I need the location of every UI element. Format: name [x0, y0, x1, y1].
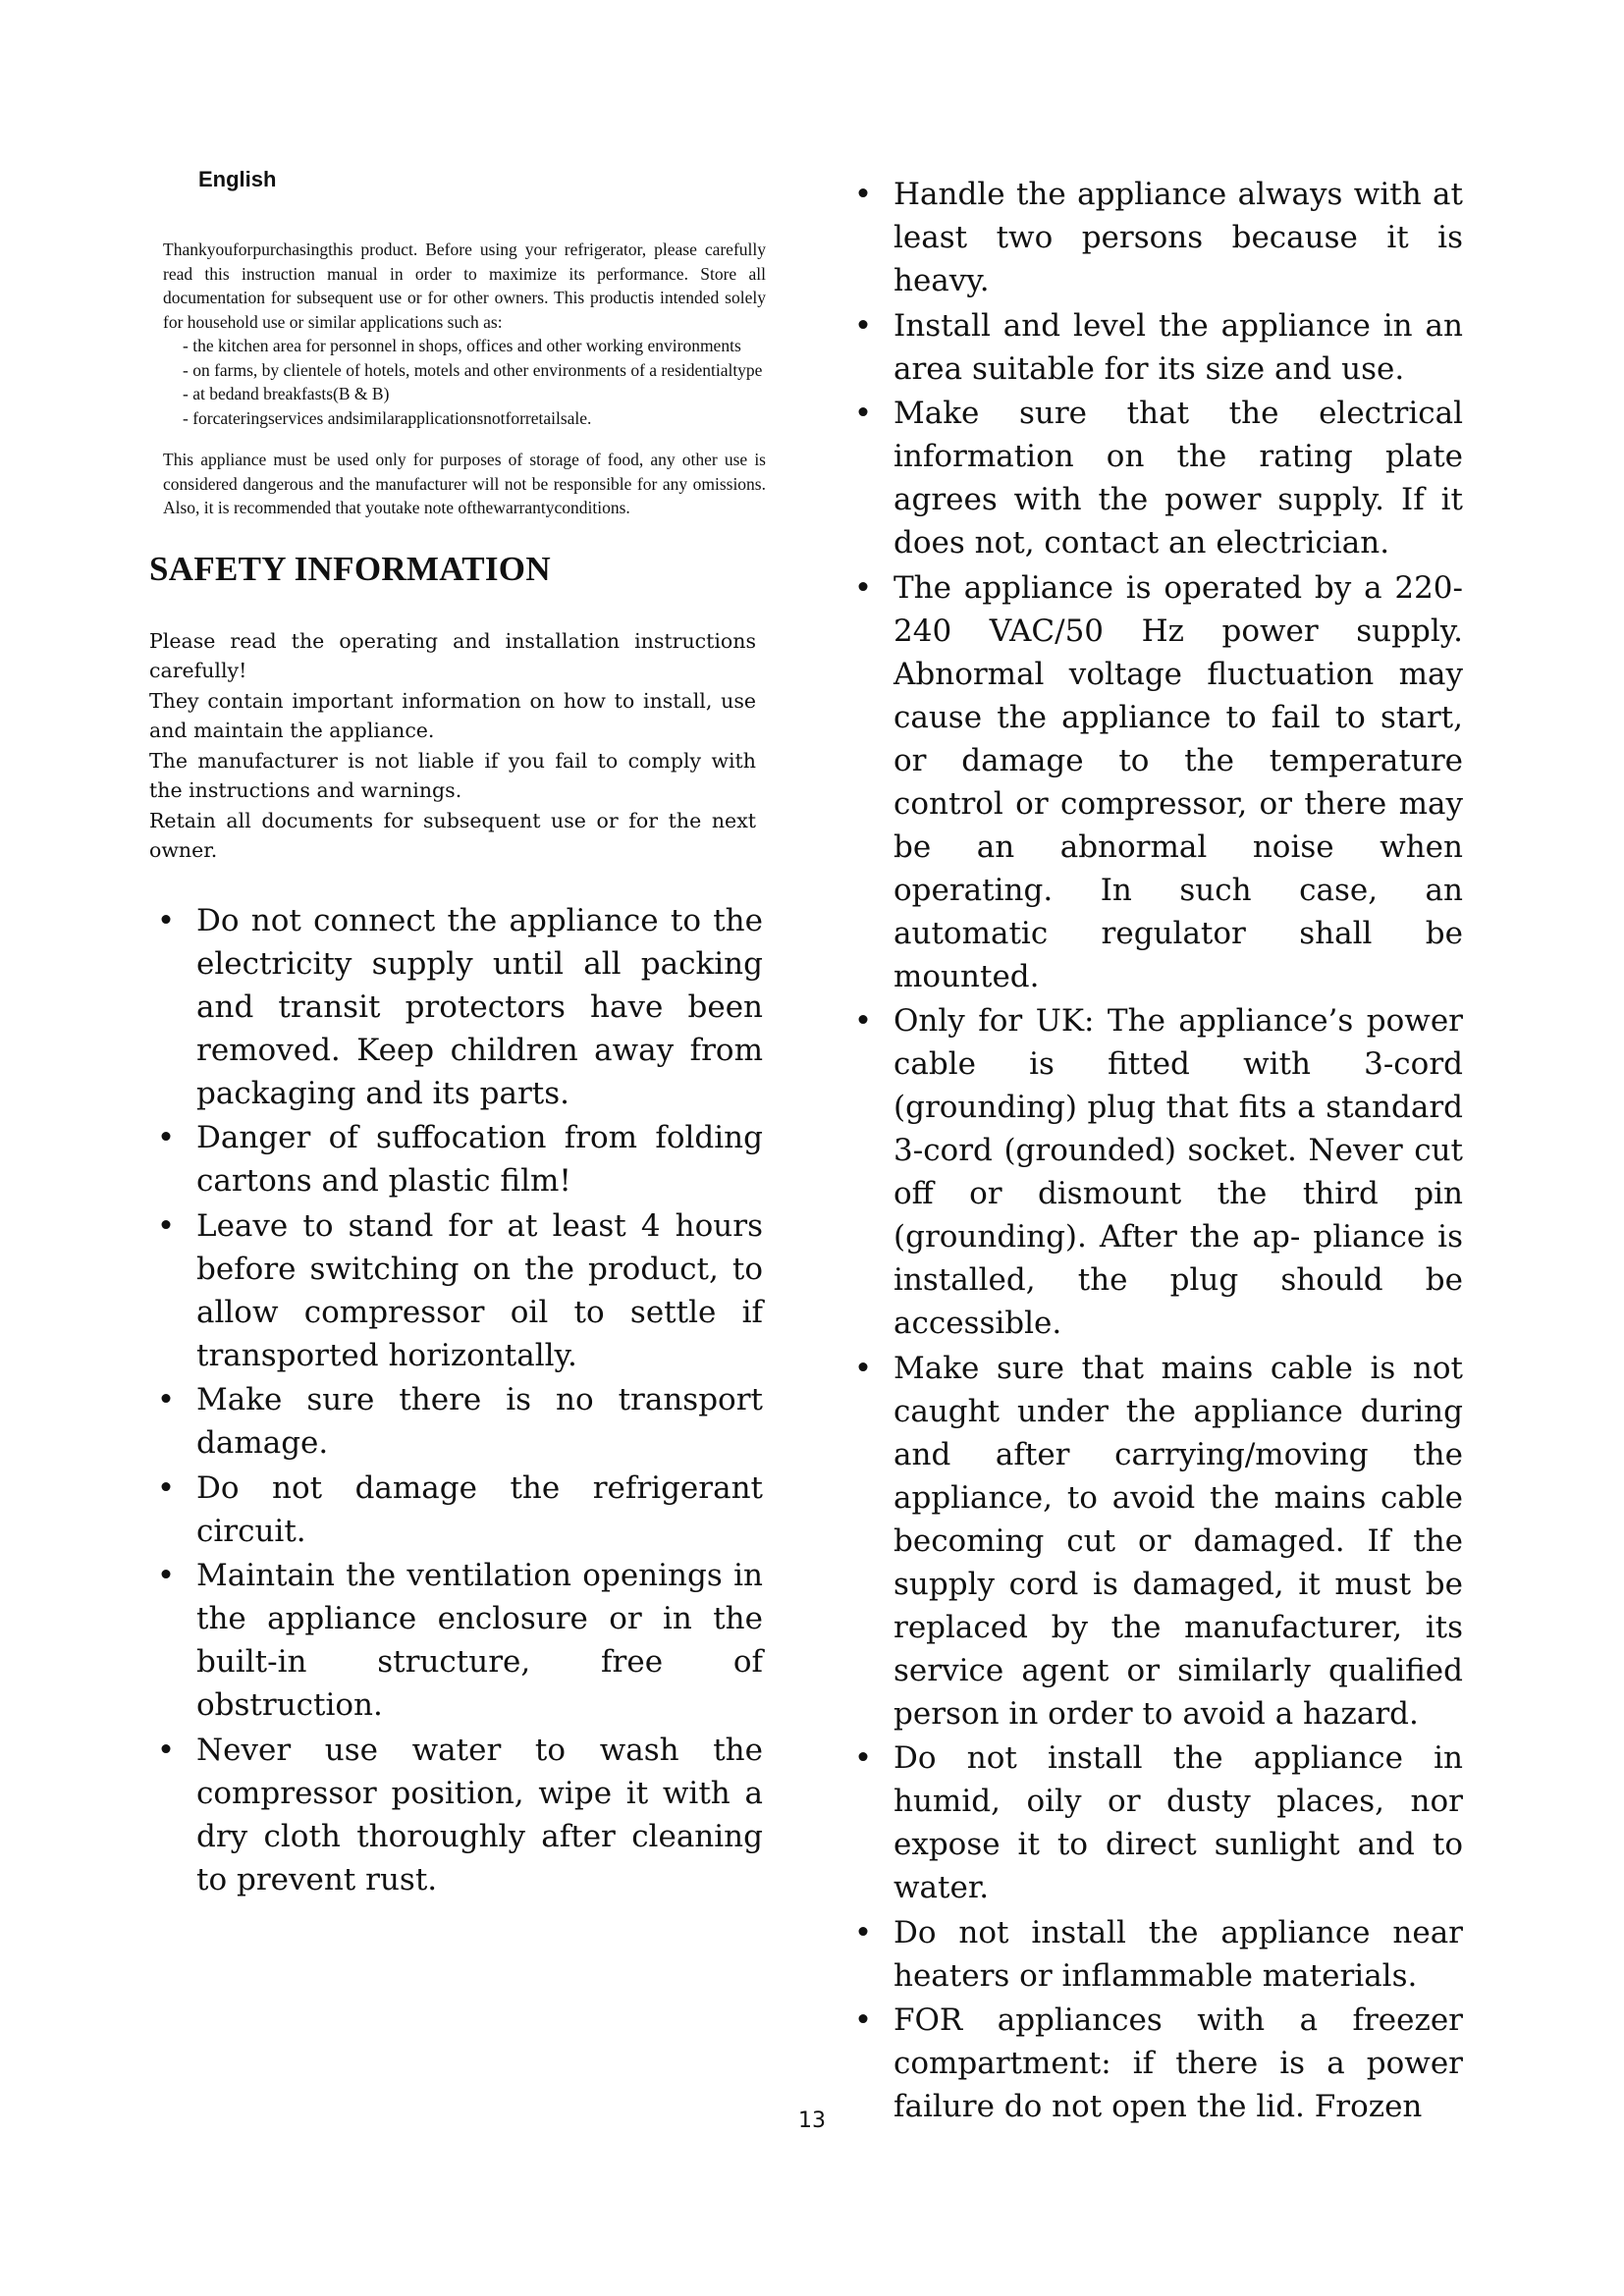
bullet-icon: •	[853, 396, 873, 431]
safety-bullet	[846, 999, 1463, 1345]
bullet-icon: •	[156, 1558, 176, 1593]
safety-paragraph: They contain important information on how to install, use and maintain the appliance.	[149, 688, 756, 742]
bullet-icon: •	[853, 1003, 873, 1039]
safety-bullet	[149, 899, 763, 1115]
safety-bullet	[846, 173, 1463, 302]
safety-bullet-text: Never use water to wash the compressor position, wipe it with a dry cloth thoroughly after cleaning to prevent rust.	[196, 1732, 763, 1897]
safety-bullet	[149, 1204, 763, 1377]
intended-use-item: - at bedand breakfasts(B & B)	[183, 382, 766, 406]
bullet-icon: •	[156, 1469, 176, 1506]
safety-bullets-right	[846, 173, 1463, 2128]
safety-paragraph: Please read the operating and installation instructions carefully!	[149, 628, 756, 682]
bullet-icon: •	[156, 1382, 176, 1417]
safety-intro	[149, 626, 756, 866]
safety-bullet-text: Danger of suffocation from folding cartons and plastic film!	[196, 1120, 763, 1199]
safety-bullet-text: Maintain the ventilation openings in the appliance enclosure or in the built-in structure, free of obstruction.	[196, 1558, 763, 1723]
safety-bullet-text: Make sure that the electrical information on the rating plate agrees with the power supply. If it does not, contact an electrician.	[893, 396, 1463, 561]
bullet-icon: •	[853, 307, 873, 344]
safety-paragraph: The manufacturer is not liable if you fail to comply with the instructions and warnings.	[149, 748, 756, 802]
intro-paragraph: Thankyouforpurchasingthis product. Before using your refrigerator, please carefully read this instruction manual in order to maximize its performance. Store all documentation for subsequent use or for other owners. This productis intended solely for household use or similar applications such as:	[163, 240, 766, 332]
safety-bullet	[846, 566, 1463, 998]
safety-bullet	[149, 1554, 763, 1727]
safety-bullet-text: Install and level the appliance in an area suitable for its size and use.	[893, 307, 1463, 387]
safety-bullet	[846, 1736, 1463, 1909]
intended-use-item: - on farms, by clientele of hotels, motels and other environments of a residentialtype	[183, 358, 766, 383]
bullet-icon: •	[853, 177, 873, 212]
warranty-note: This appliance must be used only for purposes of storage of food, any other use is considered dangerous and the manufacturer will not be responsible for any omissions. Also, it is recommended that youtake note ofthewarrantyconditions.	[163, 450, 766, 517]
safety-bullet	[149, 1467, 763, 1553]
page-number: 13	[798, 2109, 826, 2133]
left-column	[149, 167, 766, 1902]
intended-use-item: - forcateringservices andsimilarapplicationsnotforretailsale.	[183, 406, 766, 431]
intro-section	[163, 238, 766, 520]
safety-bullet	[149, 1729, 763, 1901]
safety-bullet-text: Handle the appliance always with at least two persons because it is heavy.	[893, 177, 1463, 298]
bullet-icon: •	[156, 902, 176, 938]
safety-bullet	[149, 1116, 763, 1202]
safety-bullet-text: Do not connect the appliance to the electricity supply until all packing and transit protectors have been removed. Keep children away from packaging and its parts.	[196, 902, 763, 1111]
safety-bullet	[846, 304, 1463, 391]
safety-bullet-text: Leave to stand for at least 4 hours before switching on the product, to allow compressor oil to settle if transported horizontally.	[196, 1207, 763, 1373]
safety-bullet	[846, 1347, 1463, 1735]
safety-bullet-text: FOR appliances with a freezer compartment: if there is a power failure do not open the lid. Frozen	[893, 2002, 1463, 2124]
safety-bullet-text: Make sure that mains cable is not caught under the appliance during and after carrying/moving the appliance, to avoid the mains cable becoming cut or damaged. If the supply cord is damaged, it must be replaced by the manufacturer, its service agent or similarly qualified person in order to avoid a hazard.	[893, 1350, 1463, 1732]
safety-title: SAFETY INFORMATION	[149, 549, 551, 588]
bullet-icon: •	[853, 2002, 873, 2038]
bullet-icon: •	[853, 569, 873, 606]
bullet-icon: •	[156, 1207, 176, 1244]
bullet-icon: •	[853, 1914, 873, 1950]
safety-bullet-text: Do not install the appliance in humid, oily or dusty places, nor expose it to direct sunlight and to water.	[893, 1740, 1463, 1905]
safety-bullet-text: Only for UK: The appliance’s power cable is fitted with 3-cord (grounding) plug that fits a standard 3-cord (grounded) socket. Never cut off or dismount the third pin (grounding). After the ap- pliance is installed, the plug should be accessible.	[893, 1003, 1463, 1341]
bullet-icon: •	[853, 1740, 873, 1776]
safety-bullet-text: Do not install the appliance near heaters or inflammable materials.	[893, 1914, 1463, 1994]
right-column	[846, 173, 1465, 2130]
bullet-icon: •	[853, 1350, 873, 1386]
safety-bullet	[149, 1378, 763, 1465]
safety-bullet	[846, 1911, 1463, 1998]
bullet-icon: •	[156, 1732, 176, 1768]
safety-bullet-text: The appliance is operated by a 220-240 VAC/50 Hz power supply. Abnormal voltage fluctuation may cause the appliance to fail to start, or damage to the temperature control or compressor, or there may be an abnormal noise when operating. In such case, an automatic regulator shall be mounted.	[893, 569, 1463, 994]
safety-bullets-left	[149, 899, 763, 1901]
bullet-icon: •	[156, 1120, 176, 1155]
safety-bullet-text: Make sure there is no transport damage.	[196, 1382, 763, 1461]
intended-uses-list	[163, 334, 766, 430]
safety-paragraph: Retain all documents for subsequent use or for the next owner.	[149, 808, 756, 862]
intended-use-item: - the kitchen area for personnel in shops, offices and other working environments	[183, 334, 766, 358]
safety-bullet	[846, 392, 1463, 564]
language-label: English	[198, 167, 277, 191]
safety-bullet-text: Do not damage the refrigerant circuit.	[196, 1469, 763, 1549]
